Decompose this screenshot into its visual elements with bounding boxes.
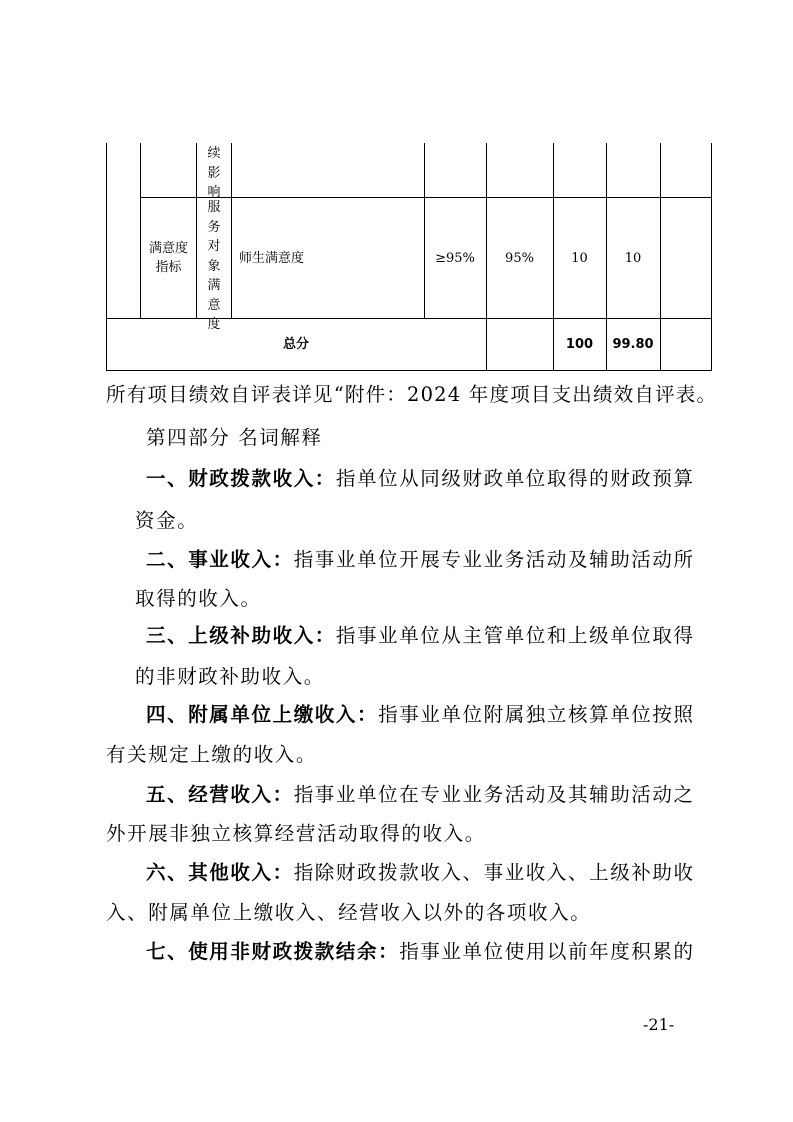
definition-2 [146,546,695,574]
actual-cell: 95% [505,250,534,266]
definition-term: 六、其他收入： [146,861,294,884]
appendix-note: 所有项目绩效自评表详见“附件：2024 年度项目支出绩效自评表。 [106,383,718,406]
definition-term: 一、财政拨款收入： [146,467,336,490]
definition-2-cont: 取得的收入。 [135,587,262,610]
definition-5-cont: 外开展非独立核算经营活动取得的收入。 [106,822,486,845]
definition-text: 指除财政拨款收入、事业收入、上级补助收 [293,861,695,884]
section-title: 第四部分 名词解释 [146,426,323,449]
total-weight: 100 [565,337,594,352]
definition-term: 二、事业收入： [146,548,294,571]
definition-text: 指事业单位使用以前年度积累的 [399,940,695,963]
table-line [660,143,661,371]
definition-3-cont: 的非财政补助收入。 [135,665,325,688]
definition-text: 指单位从同级财政单位取得的财政预算 [335,467,695,490]
definition-4 [146,701,695,729]
definition-5 [146,781,695,809]
indicator-continued: 续 影 响 [207,146,221,200]
definition-term: 七、使用非财政拨款结余： [146,940,400,963]
target-cell: ≥95% [435,250,475,266]
definition-6-cont: 入、附属单位上缴收入、经营收入以外的各项收入。 [106,901,592,924]
definition-text: 指事业单位从主管单位和上级单位取得 [335,624,695,647]
total-score: 99.80 [612,337,654,352]
item-text: 师生满意度 [239,250,305,266]
weight-cell: 10 [571,250,588,266]
definition-1-cont: 资金。 [135,509,199,532]
category-cell [141,198,196,318]
definition-term: 四、附属单位上缴收入： [146,703,379,726]
performance-table [106,143,712,371]
definition-6 [146,859,695,887]
table-line [106,370,712,371]
definition-term: 三、上级补助收入： [146,624,336,647]
definition-term: 五、经营收入： [146,783,294,806]
category-line: 满意度 [148,241,188,256]
definition-7 [146,938,695,966]
indicator-cell: 服 务 对 象 满 意 度 [207,200,221,332]
total-label: 总分 [282,337,309,352]
item-cell [239,198,304,318]
definition-1 [146,465,695,493]
definition-text: 指事业单位在专业业务活动及其辅助活动之 [293,783,695,806]
definition-text: 指事业单位开展专业业务活动及辅助活动所 [293,548,695,571]
table-line [196,143,197,318]
table-line [231,143,232,318]
table-line [106,143,107,318]
definition-4-cont: 有关规定上缴的收入。 [106,743,318,766]
score-cell: 10 [624,250,642,266]
category-line: 指标 [155,260,182,275]
definition-3 [146,622,695,650]
page-number: -21- [643,1015,675,1034]
definition-text: 指事业单位附属独立核算单位按照 [378,703,695,726]
table-line [711,143,712,371]
